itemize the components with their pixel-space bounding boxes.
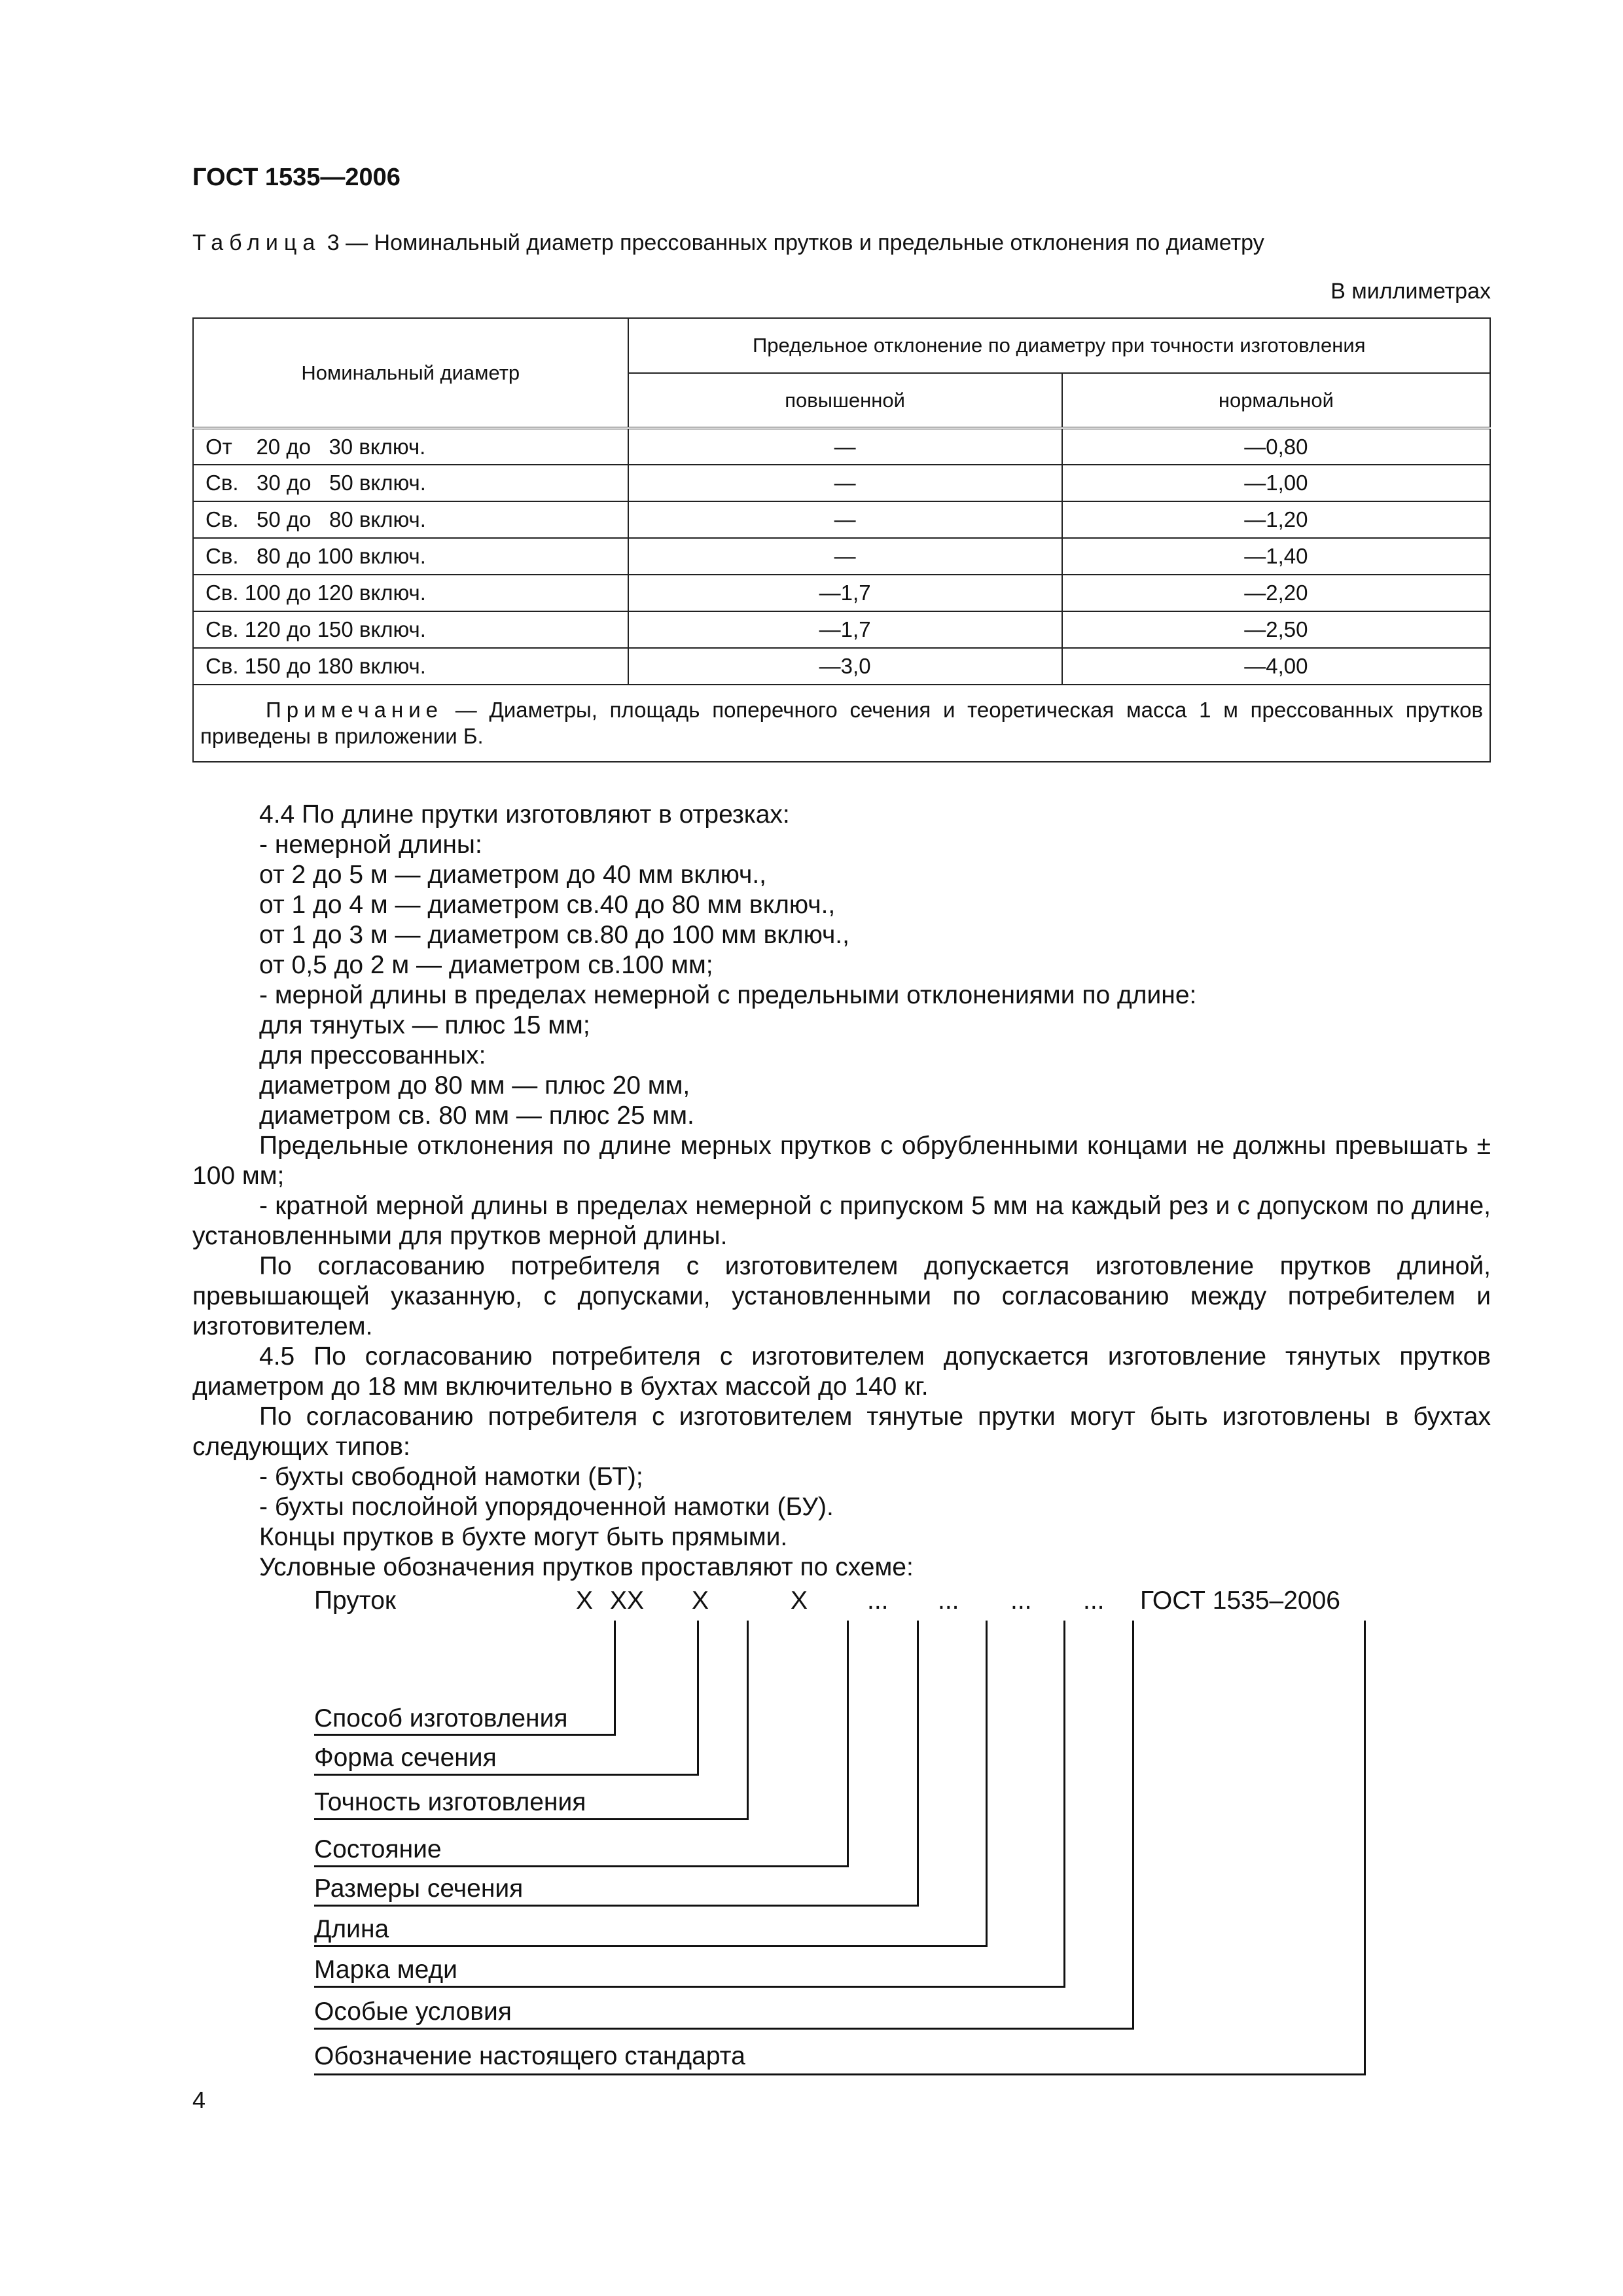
deviation-table: [192, 317, 1491, 762]
cell-high: —: [628, 501, 1062, 538]
scheme-code: ...: [1083, 1587, 1105, 1615]
label-rule: [314, 1865, 849, 1867]
para-4-4: 4.4 По длине прутки изготовляют в отрезках:: [259, 800, 790, 829]
cell-normal: —0,80: [1062, 428, 1490, 465]
cell-range: Св. 30 до 50 включ.: [193, 465, 628, 501]
scheme-code: Х: [576, 1587, 594, 1615]
list-item: - немерной длины:: [259, 831, 482, 859]
connector-line: [917, 1621, 919, 1905]
cell-range: Св. 150 до 180 включ.: [193, 648, 628, 685]
note-word: Примечание: [266, 698, 444, 722]
label-rule: [314, 1818, 749, 1820]
list-item: - бухты свободной намотки (БТ);: [259, 1463, 643, 1491]
table-note-row: [193, 685, 1490, 762]
table-row: [193, 465, 1490, 501]
body-text: [192, 800, 1491, 1583]
para-coils: По согласованию потребителя с изготовителем тянутые прутки могут быть изготовлены в бухтах следующих типов:: [192, 1403, 1491, 1461]
scheme-label: Марка меди: [314, 1956, 457, 1984]
cell-normal: —1,40: [1062, 538, 1490, 575]
table-caption-text: 3 — Номинальный диаметр прессованных прутков и предельные отклонения по диаметру: [321, 230, 1264, 255]
scheme-code: ...: [867, 1587, 889, 1615]
label-rule: [314, 1734, 616, 1736]
cell-high: —3,0: [628, 648, 1062, 685]
connector-line: [1364, 1621, 1366, 2073]
table-row: [193, 611, 1490, 648]
page-number: 4: [192, 2087, 206, 2113]
scheme-label: Способ изготовления: [314, 1704, 568, 1732]
cell-normal: —1,20: [1062, 501, 1490, 538]
scheme-code: ...: [1010, 1587, 1032, 1615]
scheme-label: Обозначение настоящего стандарта: [314, 2042, 745, 2070]
header-high-precision: повышенной: [628, 373, 1062, 428]
cell-high: —: [628, 538, 1062, 575]
label-rule: [314, 1774, 699, 1776]
label-rule: [314, 1905, 919, 1907]
label-rule: [314, 1986, 1065, 1988]
cell-high: —1,7: [628, 611, 1062, 648]
header-deviation: Предельное отклонение по диаметру при точности изготовления: [628, 318, 1491, 373]
scheme-code: Х: [791, 1587, 808, 1615]
scheme-label: Длина: [314, 1915, 389, 1943]
list-item: для тянутых — плюс 15 мм;: [259, 1011, 590, 1039]
para-ends: Концы прутков в бухте могут быть прямыми.: [259, 1523, 788, 1551]
table-row: [193, 428, 1490, 465]
list-item: диаметром до 80 мм — плюс 20 мм,: [259, 1071, 690, 1100]
table-row: [193, 575, 1490, 611]
scheme-word: Пруток: [314, 1587, 396, 1615]
table-row: [193, 648, 1490, 685]
table-units: В миллиметрах: [1330, 279, 1491, 304]
list-item: - мерной длины в пределах немерной с предельными отклонениями по длине:: [259, 981, 1197, 1009]
label-rule: [314, 2028, 1134, 2030]
table-caption: [192, 230, 1264, 256]
connector-line: [1063, 1621, 1065, 1986]
cell-high: —: [628, 428, 1062, 465]
para-agreement: По согласованию потребителя с изготовителем допускается изготовление прутков длиной, превышающей указанную, с допусками, установленными по согласованию между потребителем и изготовителем.: [192, 1252, 1491, 1340]
cell-range: Св. 120 до 150 включ.: [193, 611, 628, 648]
scheme-label: Размеры сечения: [314, 1874, 524, 1903]
cell-normal: —1,00: [1062, 465, 1490, 501]
cell-range: Св. 100 до 120 включ.: [193, 575, 628, 611]
list-item: - бухты послойной упорядоченной намотки (БУ).: [259, 1493, 834, 1521]
table-row: [193, 538, 1490, 575]
list-item: от 2 до 5 м — диаметром до 40 мм включ.,: [259, 861, 766, 889]
para-limits: Предельные отклонения по длине мерных прутков с обрубленными концами не должны превышать ± 100 мм;: [192, 1132, 1491, 1190]
list-item: от 0,5 до 2 м — диаметром св.100 мм;: [259, 951, 713, 979]
scheme-label: Состояние: [314, 1835, 442, 1863]
scheme-standard: ГОСТ 1535–2006: [1140, 1587, 1341, 1615]
para-multiple: - кратной мерной длины в пределах немерной с припуском 5 мм на каждый рез и с допуском по длине, установленными для прутков мерной длины.: [192, 1192, 1491, 1250]
header-nominal-diameter: Номинальный диаметр: [193, 318, 628, 428]
para-scheme-intro: Условные обозначения прутков проставляют по схеме:: [259, 1553, 914, 1581]
cell-range: Св. 50 до 80 включ.: [193, 501, 628, 538]
label-rule: [314, 1945, 988, 1947]
connector-line: [697, 1621, 699, 1774]
scheme-label: Форма сечения: [314, 1744, 497, 1772]
connector-line: [1132, 1621, 1134, 2028]
list-item: от 1 до 3 м — диаметром св.80 до 100 мм включ.,: [259, 921, 849, 949]
scheme-code: ...: [938, 1587, 959, 1615]
note-text: — Диаметры, площадь поперечного сечения и теоретическая масса 1 м прессованных прутков приведены в приложении Б.: [200, 698, 1483, 748]
label-rule: [314, 2073, 1366, 2075]
list-item: диаметром св. 80 мм — плюс 25 мм.: [259, 1102, 694, 1130]
list-item: от 1 до 4 м — диаметром св.40 до 80 мм включ.,: [259, 891, 836, 919]
cell-normal: —2,50: [1062, 611, 1490, 648]
header-normal-precision: нормальной: [1062, 373, 1490, 428]
cell-high: —: [628, 465, 1062, 501]
cell-normal: —4,00: [1062, 648, 1490, 685]
connector-line: [747, 1621, 749, 1818]
para-4-5: 4.5 По согласованию потребителя с изготовителем допускается изготовление тянутых прутков диаметром до 18 мм включительно в бухтах массой до 140 кг.: [192, 1342, 1491, 1401]
list-item: для прессованных:: [259, 1041, 486, 1069]
connector-line: [614, 1621, 616, 1734]
table-note: [193, 685, 1490, 762]
table-row: [193, 501, 1490, 538]
scheme-label: Особые условия: [314, 1998, 512, 2026]
scheme-label: Точность изготовления: [314, 1788, 586, 1816]
cell-range: Св. 80 до 100 включ.: [193, 538, 628, 575]
connector-line: [847, 1621, 849, 1865]
document-code-header: ГОСТ 1535—2006: [192, 164, 401, 191]
connector-line: [986, 1621, 988, 1945]
cell-range: От 20 до 30 включ.: [193, 428, 628, 465]
cell-high: —1,7: [628, 575, 1062, 611]
cell-normal: —2,20: [1062, 575, 1490, 611]
scheme-code: Х: [692, 1587, 709, 1615]
designation-scheme: [314, 1583, 1427, 2070]
scheme-code: ХХ: [610, 1587, 645, 1615]
table-caption-word: Таблица: [192, 230, 321, 255]
